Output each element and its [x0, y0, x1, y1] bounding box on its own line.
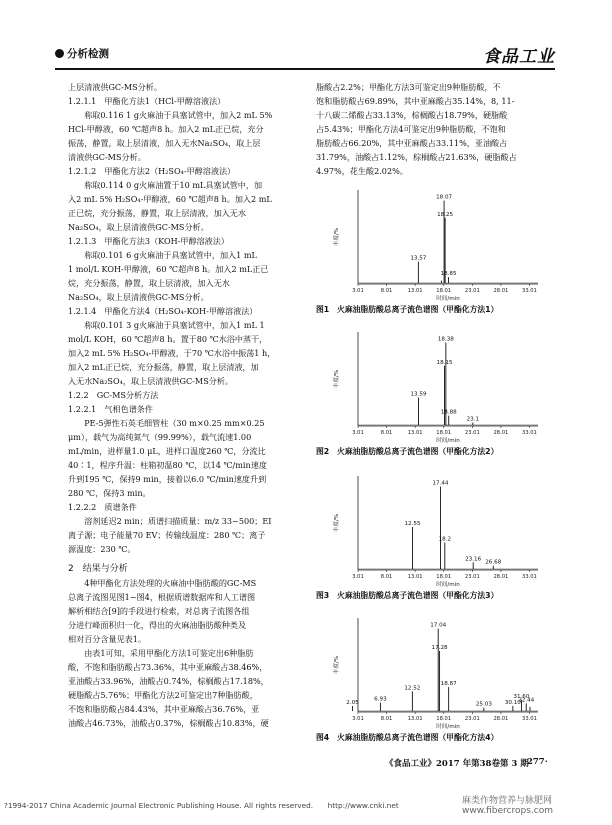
- x-tick-label: 23.01: [464, 574, 480, 580]
- peak-label: 18.85: [440, 271, 457, 278]
- figure-2: [316, 322, 556, 457]
- text-line: 酸，不饱和脂肪酸占73.36%，其中亚麻酸占38.46%，: [68, 662, 268, 672]
- x-tick-label: 3.01: [352, 716, 364, 722]
- figure-1-caption: 图1 火麻油脂肪酸总离子流色谱图（甲酯化方法1）: [316, 305, 499, 314]
- header-rule: [55, 68, 555, 70]
- x-tick-label: 18.01: [436, 288, 452, 294]
- peak-label: 30.10: [504, 699, 521, 706]
- text-line: 离子源；电子能量70 EV；传输线温度：280 ℃；离子: [68, 530, 266, 540]
- peak-label: 13.57: [410, 255, 427, 262]
- x-tick-label: 3.01: [352, 430, 364, 436]
- peak-label: 32.44: [518, 697, 535, 704]
- text-line: Na₂SO₄，取上层清液供GC-MS分析。: [68, 222, 209, 232]
- x-tick-label: 23.01: [464, 716, 480, 722]
- watermark: 麻类作物营养与脉肥网 www.fibercrops.com: [462, 796, 553, 816]
- text-line: 称取0.116 1 g火麻油于具塞试管中，加入2 mL 5%: [84, 110, 273, 120]
- text-line: 入2 mL 5% H₂SO₄-甲醇液，60 ℃超声8 h。加入2 mL: [68, 194, 272, 204]
- peak-label: 18.15: [436, 359, 453, 366]
- text-line: 31.79%，油酸占1.12%，棕榈酸占21.63%，硬脂酸占: [316, 152, 517, 162]
- peak-label: 18.88: [440, 409, 457, 416]
- text-line: Na₂SO₄，取上层清液供GC-MS分析。: [68, 292, 209, 302]
- peak-label: 17.04: [430, 622, 447, 629]
- text-line: 占5.43%；甲酯化方法4可鉴定出9种脂肪酸，不饱和: [316, 124, 506, 134]
- x-tick-label: 28.01: [493, 430, 509, 436]
- section-label: 分析检测: [55, 46, 109, 61]
- figure-3: [316, 466, 556, 601]
- peak-label: 31.60: [513, 693, 530, 700]
- y-axis-label: 丰度/%: [334, 227, 340, 247]
- text-line: 280 ℃，保持3 min。: [68, 488, 151, 498]
- x-tick-label: 23.01: [464, 288, 480, 294]
- text-line: 入无水Na₂SO₄，取上层清液供GC-MS分析。: [68, 376, 234, 386]
- x-tick-label: 23.01: [464, 430, 480, 436]
- chromatogram-2: [316, 322, 556, 444]
- copyright-line: ?1994-2017 China Academic Journal Electronic Publishing House. All rights reserved. http://www.cnki.net: [4, 801, 399, 810]
- text-line: 烷，充分振荡，静置，取上层清液，加入无水: [68, 278, 230, 288]
- chromatogram-3: [316, 466, 556, 588]
- text-line: 由表1可知，采用甲酯化方法1可鉴定出6种脂肪: [84, 648, 254, 658]
- text-line: 1.2.2 GC-MS分析方法: [68, 390, 159, 400]
- page-number: ·277·: [524, 757, 548, 767]
- section-heading: 2 结果与分析: [68, 564, 128, 574]
- x-tick-label: 33.01: [522, 430, 537, 436]
- text-line: 1.2.1.1 甲酯化方法1（HCl-甲醇溶液法）: [68, 96, 226, 106]
- peak-label: 13.59: [410, 391, 427, 398]
- text-line: 脂肪酸占66.20%，其中亚麻酸占33.11%，亚油酸占: [316, 138, 508, 148]
- text-line: 称取0.114 0 g火麻油置于10 mL具塞试管中，加: [84, 180, 263, 190]
- x-tick-label: 28.01: [493, 288, 509, 294]
- text-line: 分进行峰面积归一化，得出的火麻油脂肪酸种类及: [68, 620, 247, 630]
- text-line: 源温度：230 ℃。: [68, 544, 136, 554]
- text-line: 1.2.2.2 质谱条件: [68, 502, 137, 512]
- bullet-icon: [55, 49, 64, 58]
- text-line: 正已烷，充分振荡，静置，取上层清液，加入无水: [68, 208, 247, 218]
- text-line: 总离子流图见图1~图4，根据质谱数据库和人工谱图: [68, 592, 256, 602]
- text-line: 称取0.101 3 g火麻油于具塞试管中，加入1 mL 1: [84, 320, 265, 330]
- text-line: 振荡，静置，取上层清液，加入无水Na₂SO₄，取上层: [68, 138, 261, 148]
- peak-label: 23.1: [466, 416, 480, 423]
- figure-4: [316, 608, 556, 743]
- x-axis-label: 时间/min: [436, 724, 460, 730]
- text-line: 硬脂酸占5.76%；甲酯化方法2可鉴定出7种脂肪酸，: [68, 690, 258, 700]
- figure-3-caption: 图3 火麻油脂肪酸总离子流色谱图（甲酯化方法3）: [316, 591, 499, 600]
- text-line: 脂酸占2.2%；甲酯化方法3可鉴定出9种脂肪酸，不: [316, 82, 501, 92]
- x-tick-label: 33.01: [522, 288, 537, 294]
- x-axis-label: 时间/min: [436, 438, 460, 444]
- x-tick-label: 13.01: [407, 430, 423, 436]
- peak-label: 26.68: [485, 559, 502, 566]
- x-tick-label: 18.01: [436, 574, 452, 580]
- y-axis-label: 丰度/%: [334, 369, 340, 389]
- figure-2-caption: 图2 火麻油脂肪酸总离子流色谱图（甲酯化方法2）: [316, 447, 499, 456]
- text-line: 1.2.2.1 气相色谱条件: [68, 404, 153, 414]
- x-axis-label: 时间/min: [436, 582, 460, 588]
- text-line: 上层清液供GC-MS分析。: [68, 82, 162, 92]
- x-tick-label: 13.01: [407, 716, 423, 722]
- x-tick-label: 33.01: [522, 574, 537, 580]
- text-line: 1.2.1.3 甲酯化方法3（KOH-甲醇溶液法）: [68, 236, 229, 246]
- text-line: mL/min，进样量1.0 μL，进样口温度260 ℃，分流比: [68, 446, 266, 456]
- peak-label: 2.05: [346, 699, 359, 706]
- x-tick-label: 8.01: [380, 430, 393, 436]
- page-header: [55, 42, 555, 66]
- x-tick-label: 13.01: [407, 288, 423, 294]
- text-line: 相对百分含量见表1。: [68, 634, 146, 644]
- x-tick-label: 18.01: [436, 716, 452, 722]
- figure-1: [316, 180, 556, 315]
- x-tick-label: 8.01: [380, 288, 393, 294]
- x-tick-label: 18.01: [436, 430, 452, 436]
- peak-label: 23.16: [465, 556, 482, 563]
- peak-label: 17.28: [431, 644, 448, 651]
- peak-label: 6.93: [374, 696, 387, 703]
- peak-label: 18.38: [437, 336, 454, 343]
- text-line: μm），载气为高纯氮气（99.99%），载气流速1.00: [68, 432, 252, 442]
- journal-footer: 《食品工业》2017 年第38卷第 3 期: [385, 759, 529, 769]
- text-line: 称取0.101 6 g火麻油于具塞试管中，加入1 mL: [84, 250, 257, 260]
- text-line: 十八碳二烯酸占33.13%，棕榈酸占18.79%，硬脂酸: [316, 110, 508, 120]
- text-line: 油酸占46.73%，油酸占0.37%，棕榈酸占10.83%，硬: [68, 718, 269, 728]
- peak-label: 18.87: [440, 681, 457, 688]
- x-tick-label: 3.01: [352, 288, 364, 294]
- text-line: 不饱和脂肪酸占84.43%，其中亚麻酸占36.76%，亚: [68, 704, 260, 714]
- peak-label: 18.2: [438, 536, 452, 543]
- text-line: 加入2 mL 5% H₂SO₄-甲醇液，于70 ℃水浴中振荡1 h，: [68, 348, 276, 358]
- journal-logo: 食品工业: [483, 47, 555, 67]
- peak-label: 18.25: [437, 211, 454, 218]
- text-line: 溶剂延迟2 min；质谱扫描质量：m/z 33~500；EI: [84, 516, 272, 526]
- text-line: 亚油酸占33.96%，油酸占0.74%，棕榈酸占17.18%，: [68, 676, 269, 686]
- x-tick-label: 3.01: [352, 574, 364, 580]
- x-tick-label: 8.01: [380, 716, 393, 722]
- text-line: mol/L KOH，60 ℃超声8 h。置于80 ℃水浴中蒸干，: [68, 334, 268, 344]
- text-line: 饱和脂肪酸占69.89%，其中亚麻酸占35.14%，8, 11-: [316, 96, 515, 106]
- text-line: 4种甲酯化方法处理的火麻油中脂肪酸的GC-MS: [84, 578, 257, 588]
- y-axis-label: 丰度/%: [334, 513, 340, 533]
- chromatogram-1: [316, 180, 556, 302]
- peak-label: 25.03: [475, 701, 492, 708]
- text-line: 升到195 ℃，保持9 min，接着以6.0 ℃/min速度升到: [68, 474, 267, 484]
- text-line: 40∶1，程序升温：柱箱初温80 ℃，以14 ℃/min速度: [68, 460, 267, 470]
- text-line: 1 mol/L KOH-甲醇液，60 ℃超声8 h。加入2 mL正已: [68, 264, 269, 274]
- peak-label: 12.55: [404, 521, 421, 527]
- text-line: 加入2 mL正已烷，充分振荡，静置，取上层清液，加: [68, 362, 259, 372]
- peak-label: 18.07: [436, 194, 453, 201]
- text-line: 清液供GC-MS分析。: [68, 152, 146, 162]
- text-line: 解析相结合[9]的手段进行检索，对总离子流图各组: [68, 606, 250, 616]
- text-line: 1.2.1.4 甲酯化方法4（H₂SO₄-KOH-甲醇溶液法）: [68, 306, 258, 316]
- y-axis-label: 丰度/%: [334, 655, 340, 675]
- figure-4-caption: 图4 火麻油脂肪酸总离子流色谱图（甲酯化方法4）: [316, 733, 499, 742]
- x-tick-label: 28.01: [493, 574, 509, 580]
- x-tick-label: 13.01: [407, 574, 423, 580]
- text-line: HCl-甲醇液，60 ℃超声8 h。加入2 mL正已烷，充分: [68, 124, 264, 134]
- text-line: 4.97%，花生酸2.02%。: [316, 166, 408, 176]
- peak-label: 17.44: [432, 480, 449, 487]
- peak-label: 12.52: [404, 685, 421, 692]
- x-tick-label: 33.01: [522, 716, 537, 722]
- text-line: 1.2.1.2 甲酯化方法2（H₂SO₄-甲醇溶液法）: [68, 166, 236, 176]
- x-tick-label: 28.01: [493, 716, 509, 722]
- x-axis-label: 时间/min: [436, 296, 460, 302]
- chromatogram-4: [316, 608, 556, 730]
- right-column: [316, 80, 556, 178]
- text-line: PE-5弹性石英毛细管柱（30 m×0.25 mm×0.25: [84, 418, 265, 428]
- left-column: [68, 80, 308, 730]
- x-tick-label: 8.01: [380, 574, 393, 580]
